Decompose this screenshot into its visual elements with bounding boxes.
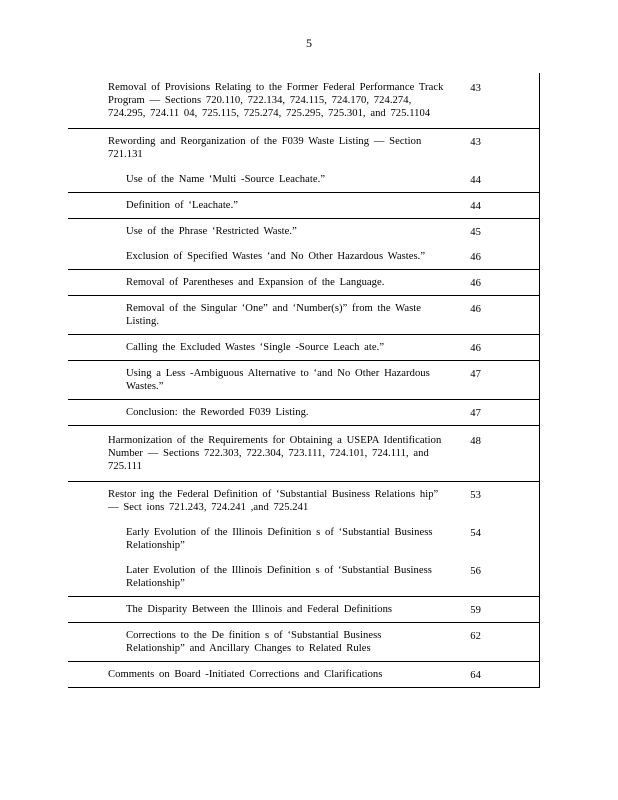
toc-entry-title: Corrections to the De finition s of ‘Substantial Business Relationship” and Ancillary Changes to Related Rules (126, 630, 382, 654)
toc-entry-page: 56 (470, 566, 481, 577)
toc-entry-title: Removal of the Singular ‘One” and ‘Number(s)” from the Waste Listing. (126, 303, 422, 327)
toc-entry (68, 193, 539, 219)
toc-entry (68, 558, 539, 597)
toc-entry (68, 520, 539, 558)
toc-entry-title: Use of the Name ‘Multi -Source Leachate.” (126, 174, 326, 185)
toc-entry-page: 47 (470, 408, 481, 419)
toc-entry-title: The Disparity Between the Illinois and Federal Definitions (126, 604, 393, 615)
toc-entry (68, 662, 539, 688)
toc-entry-title: Definition of ‘Leachate.” (126, 200, 239, 211)
toc-entry-page: 45 (470, 227, 481, 238)
toc-entry-title: Use of the Phrase ‘Restricted Waste.” (126, 226, 297, 237)
toc-entry-title: Comments on Board -Initiated Corrections and Clarifications (108, 669, 383, 680)
toc-entry-title: Exclusion of Specified Wastes ‘and No Other Hazardous Wastes.” (126, 251, 426, 262)
toc-entry-page: 48 (470, 436, 481, 447)
toc-entry (68, 426, 539, 482)
toc-entry (68, 244, 539, 270)
toc-entry-title: Removal of Parentheses and Expansion of the Language. (126, 277, 385, 288)
toc-entry-title: Conclusion: the Reworded F039 Listing. (126, 407, 309, 418)
toc-entry (68, 623, 539, 662)
page-number: 5 (306, 36, 312, 50)
toc-entry (68, 361, 539, 400)
toc-entry-page: 46 (470, 304, 481, 315)
toc-entry-page: 59 (470, 605, 481, 616)
toc-entry-title: Early Evolution of the Illinois Definition s of ‘Substantial Business Relationship” (126, 527, 433, 551)
toc-entry (68, 167, 539, 193)
toc-entry-page: 43 (470, 83, 481, 94)
toc-entry-title: Restor ing the Federal Definition of ‘Substantial Business Relations hip” — Sect ions 721.243, 724.241 ,and 725.241 (108, 489, 439, 513)
toc-entry-page: 64 (470, 670, 481, 681)
toc-entry (68, 73, 539, 129)
toc-entry-page: 43 (470, 137, 481, 148)
toc-entry-page: 46 (470, 278, 481, 289)
toc-entry-title: Removal of Provisions Relating to the Former Federal Performance Track Program — Sections 720.110, 722.134, 724.115, 724.170, 724.274, 724.295, 724.11 04, 725.115, 725.274, 725.295, 725.301, and 725.1104 (108, 82, 444, 119)
toc-entry (68, 296, 539, 335)
toc-entry-title: Rewording and Reorganization of the F039 Waste Listing — Section 721.131 (108, 136, 422, 160)
toc-entry (68, 597, 539, 623)
toc-entry-title: Using a Less -Ambiguous Alternative to ‘and No Other Hazardous Wastes.” (126, 368, 430, 392)
toc-entry-page: 44 (470, 201, 481, 212)
toc-entry-page: 46 (470, 252, 481, 263)
toc-entry-title: Later Evolution of the Illinois Definition s of ‘Substantial Business Relationship” (126, 565, 432, 589)
toc-entry (68, 335, 539, 361)
toc-entry-page: 46 (470, 343, 481, 354)
toc-entry (68, 219, 539, 244)
toc-entry-page: 47 (470, 369, 481, 380)
toc-entry-title: Harmonization of the Requirements for Obtaining a USEPA Identification Number — Sections 722.303, 722.304, 723.111, 724.101, 724.111, and 725.111 (108, 435, 442, 472)
toc-entry-page: 44 (470, 175, 481, 186)
toc-entry-page: 53 (470, 490, 481, 501)
toc-entry (68, 482, 539, 520)
toc-entry-page: 62 (470, 631, 481, 642)
toc-entry-title: Calling the Excluded Wastes ‘Single -Source Leach ate.” (126, 342, 385, 353)
toc-entry (68, 129, 539, 167)
toc-entry (68, 270, 539, 296)
table-of-contents (68, 73, 540, 688)
toc-entry (68, 400, 539, 426)
toc-entry-page: 54 (470, 528, 481, 539)
